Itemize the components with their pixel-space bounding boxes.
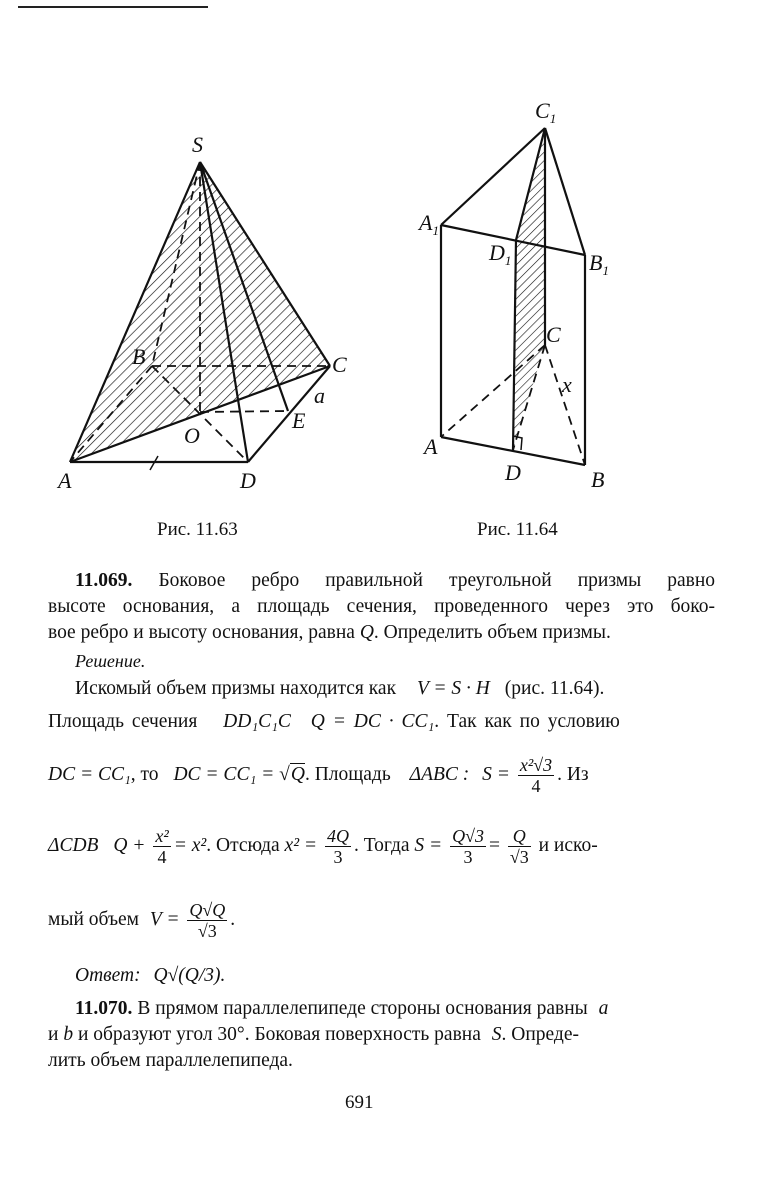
fraction-area-abc: $\frac{\text{x²√3}}{4}$ xyxy=(519,755,553,796)
fraction-q-sqrt3-3: $\frac{Q√3}{3}$ xyxy=(452,826,484,867)
solution-line-1: Искомый объем призмы находится как V = S · H (рис. 11.64). xyxy=(75,678,605,699)
fraction-x2-4: $\frac{\text{x²}}{4}$ xyxy=(155,826,169,867)
label-A1: $A_1$ xyxy=(419,210,439,238)
solution-line-3: DC = CC₁, то DC = CC₁ = √Q. Площадь ΔABC : S = $\frac{\text{x²√3}}{4}$ . Из xyxy=(48,755,589,796)
problem-11-070-line-2: и b и образуют угол 30°. Боковая поверхность равна S. Опреде- xyxy=(48,1024,579,1045)
caption-fig-11-63: Рис. 11.63 xyxy=(157,519,238,540)
label-a: a xyxy=(314,383,325,408)
solution-label: Решение. xyxy=(75,651,146,671)
label-E: E xyxy=(292,408,306,433)
label-B: B xyxy=(132,344,146,369)
solution-line-2: Площадь сечения DD₁C₁C Q = DC · CC₁. Так как по условию xyxy=(48,711,620,732)
section-quad-hatched xyxy=(513,128,545,450)
label-C: C xyxy=(332,352,347,377)
label-D: D xyxy=(505,460,521,485)
fraction-q-over-sqrt3: $\frac{Q}{√3}$ xyxy=(509,826,529,867)
answer-line xyxy=(75,963,715,989)
label-A: A xyxy=(424,434,438,459)
problem-11-069-line-1: 11.069. Боковое ребро правильной треугольной призмы равно xyxy=(75,570,716,591)
problem-11-069-line-3: вое ребро и высоту основания, равна Q. Определить объем призмы. xyxy=(48,622,611,643)
figure-prism xyxy=(0,0,775,520)
answer-label: Ответ: xyxy=(75,965,141,986)
solution-line-5: мый объем V = $\frac{Q√Q}{√3}$ . xyxy=(48,900,236,941)
label-S: S xyxy=(192,132,203,157)
fraction-volume: $\frac{Q√Q}{√3}$ xyxy=(189,900,226,941)
problem-11-069-line-2: высоте основания, а площадь сечения, проведенного через это боко- xyxy=(48,596,715,617)
caption-fig-11-64: Рис. 11.64 xyxy=(477,519,558,540)
problem-number: 11.069. xyxy=(75,570,133,591)
page-number: 691 xyxy=(345,1092,374,1113)
answer-value: Q√(Q/3). xyxy=(153,965,226,986)
problem-number: 11.070. xyxy=(75,998,133,1019)
label-B1: $B_1$ xyxy=(589,250,609,278)
label-B: B xyxy=(591,467,605,492)
label-O: O xyxy=(184,423,200,448)
label-A: A xyxy=(58,468,72,493)
problem-11-070-line-3: лить объем параллелепипеда. xyxy=(48,1050,293,1071)
problem-11-070-line-1: 11.070. В прямом параллелепипеде стороны основания равны a xyxy=(75,998,609,1019)
fraction-4q-3: $\frac{4Q}{3}$ xyxy=(326,826,349,867)
solution-line-4: ΔCDB Q + $\frac{\text{x²}}{4}$ = x². Отсюда x² = $\frac{4Q}{3}$ . Тогда S = $\frac{Q√3}{3}$ = $\frac{Q}{√3}$ и иско- xyxy=(48,826,598,867)
label-D: D xyxy=(240,468,256,493)
label-C1: $C_1$ xyxy=(535,98,557,126)
label-D1: $D_1$ xyxy=(489,240,512,268)
label-x: x xyxy=(562,372,572,397)
label-C: C xyxy=(546,322,561,347)
